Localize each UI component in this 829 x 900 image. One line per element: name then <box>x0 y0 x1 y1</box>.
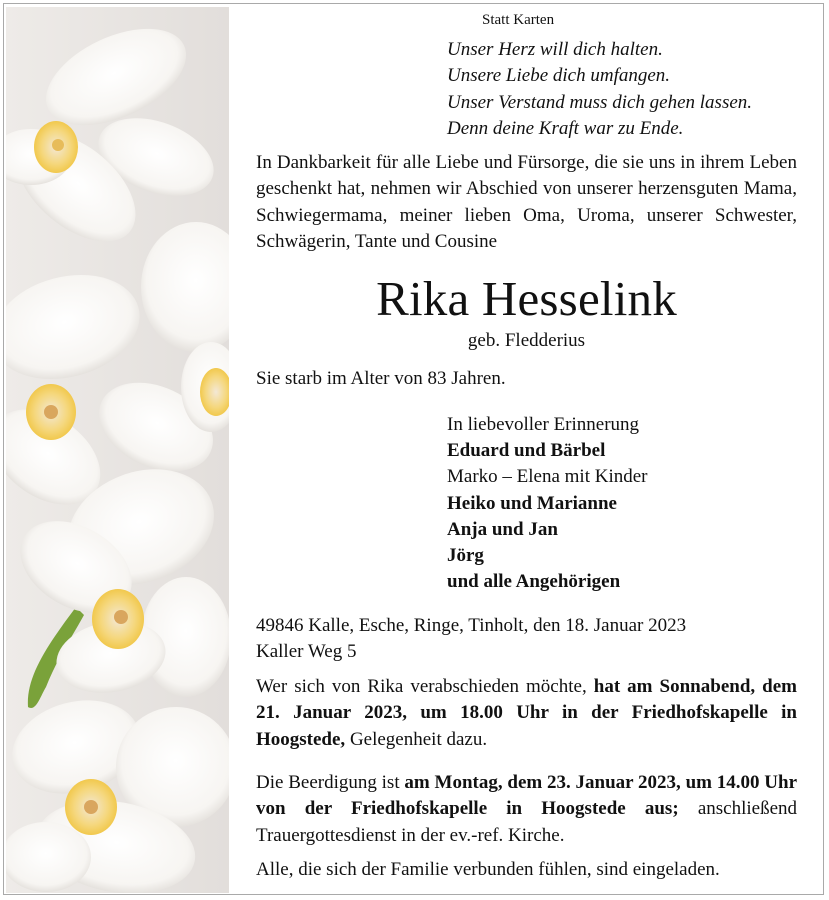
farewell-intro: Wer sich von Rika verabschieden möchte, <box>256 676 587 697</box>
funeral-outro: anschließend Trauergottesdienst in der ev.-ref. Kirche. <box>256 798 797 846</box>
poem-line: Unser Herz will dich halten. <box>447 39 663 60</box>
mourner: Marko – Elena mit Kinder <box>447 466 648 488</box>
birth-name: geb. Fledderius <box>467 330 586 351</box>
invitation: Alle, die sich der Familie verbunden fühlen, sind eingeladen. <box>256 859 720 880</box>
poem-line: Denn deine Kraft war zu Ende. <box>447 117 684 139</box>
place-date: 49846 Kalle, Esche, Ringe, Tinholt, den 18. Januar 2023 <box>256 615 687 636</box>
farewell-details: hat am Sonnabend, dem 21. Januar 2023, um 18.00 Uhr in der Friedhofskapelle in Hoogstede, <box>256 676 797 750</box>
funeral-intro: Die Beerdigung ist <box>256 772 400 793</box>
poem-line: Unsere Liebe dich umfangen. <box>447 65 671 87</box>
mourners-heading: In liebevoller Erinnerung <box>447 414 640 435</box>
intro-paragraph: In Dankbarkeit für alle Liebe und Fürsorge, die sie uns in ihrem Leben geschenkt hat, nehmen wir Abschied von unserer herzensguten Mama, Schwiegermama, meiner lieben Oma, Uroma, unserer Schwester, Schwägerin, Tante und Cousine <box>256 152 797 253</box>
funeral-paragraph <box>256 770 797 849</box>
farewell-paragraph <box>256 674 797 753</box>
orchid-image <box>6 7 229 893</box>
poem <box>447 37 752 142</box>
orchid-flowers-photo <box>6 7 229 893</box>
poem-line: Unser Verstand muss dich gehen lassen. <box>447 91 753 113</box>
funeral-details: am Montag, dem 23. Januar 2023, um 14.00 Uhr von der Friedhofskapelle in Hoogstede aus; <box>256 772 798 820</box>
mourners-list <box>447 412 648 595</box>
mourners-closing: und alle Angehörigen <box>447 571 621 593</box>
mourner: Eduard und Bärbel <box>447 440 606 462</box>
mourner: Jörg <box>447 545 484 567</box>
deceased-name: Rika Hesselink <box>376 271 677 326</box>
street: Kaller Weg 5 <box>256 641 357 663</box>
farewell-outro: Gelegenheit dazu. <box>349 728 488 750</box>
mourner: Anja und Jan <box>447 518 558 540</box>
statt-karten-label: Statt Karten <box>482 12 555 28</box>
age-line: Sie starb im Alter von 83 Jahren. <box>256 368 506 389</box>
mourner: Heiko und Marianne <box>447 492 617 514</box>
address-block <box>256 613 686 666</box>
